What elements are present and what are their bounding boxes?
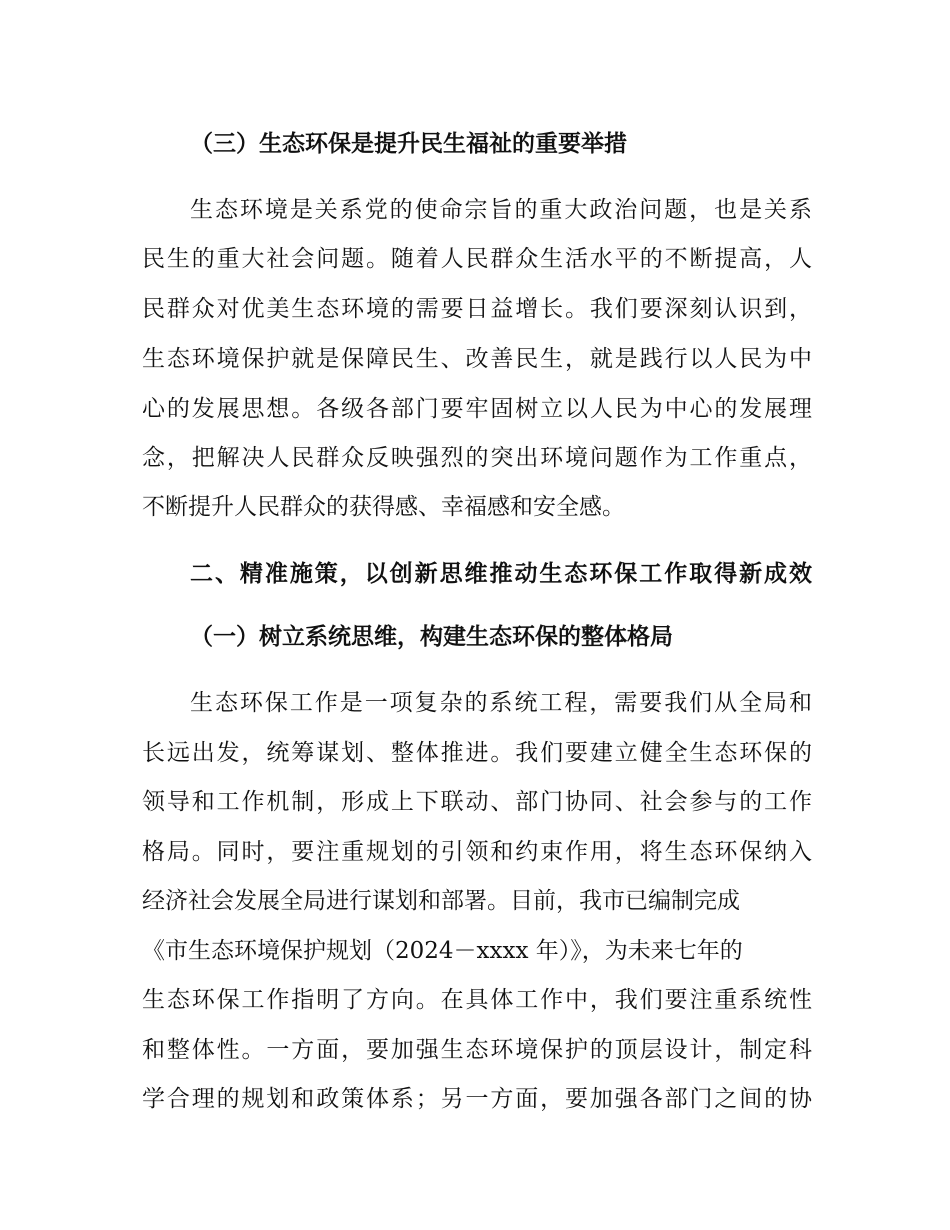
paragraph-line: 念，把解决人民群众反映强烈的突出环境问题作为工作重点， <box>142 445 812 471</box>
paragraph-line: 民群众对优美生态环境的需要日益增长。我们要深刻认识到， <box>142 296 812 322</box>
paragraph-line: 学合理的规划和政策体系；另一方面，要加强各部门之间的协 <box>142 1086 812 1112</box>
paragraph-line: 领导和工作机制，形成上下联动、部门协同、社会参与的工作 <box>142 789 812 815</box>
paragraph-line: 生态环保工作是一项复杂的系统工程，需要我们从全局和 <box>190 690 812 716</box>
paragraph-line: 《市生态环境保护规划（2024－xxxx 年）》，为未来七年的 <box>142 938 743 964</box>
paragraph-line: 民生的重大社会问题。随着人民群众生活水平的不断提高，人 <box>142 246 812 272</box>
paragraph-line: 不断提升人民群众的获得感、幸福感和安全感。 <box>142 494 625 520</box>
paragraph-line: 经济社会发展全局进行谋划和部署。目前，我市已编制完成 <box>142 888 740 914</box>
section-heading-one: （一）树立系统思维，构建生态环保的整体格局 <box>190 624 673 650</box>
paragraph-line: 生态环保工作指明了方向。在具体工作中，我们要注重系统性 <box>142 987 812 1013</box>
section-heading-two: 二、精准施策，以创新思维推动生态环保工作取得新成效 <box>190 561 812 587</box>
paragraph-line: 格局。同时，要注重规划的引领和约束作用，将生态环保纳入 <box>142 839 812 865</box>
paragraph-line: 和整体性。一方面，要加强生态环境保护的顶层设计，制定科 <box>142 1037 812 1063</box>
paragraph-line: 长远出发，统筹谋划、整体推进。我们要建立健全生态环保的 <box>142 740 812 766</box>
paragraph-line: 生态环境保护就是保障民生、改善民生，就是践行以人民为中 <box>142 346 812 372</box>
paragraph-line: 生态环境是关系党的使命宗旨的重大政治问题，也是关系 <box>190 197 812 223</box>
paragraph-line: 心的发展思想。各级各部门要牢固树立以人民为中心的发展理 <box>142 396 812 422</box>
section-heading-three: （三）生态环保是提升民生福祉的重要举措 <box>190 131 627 157</box>
